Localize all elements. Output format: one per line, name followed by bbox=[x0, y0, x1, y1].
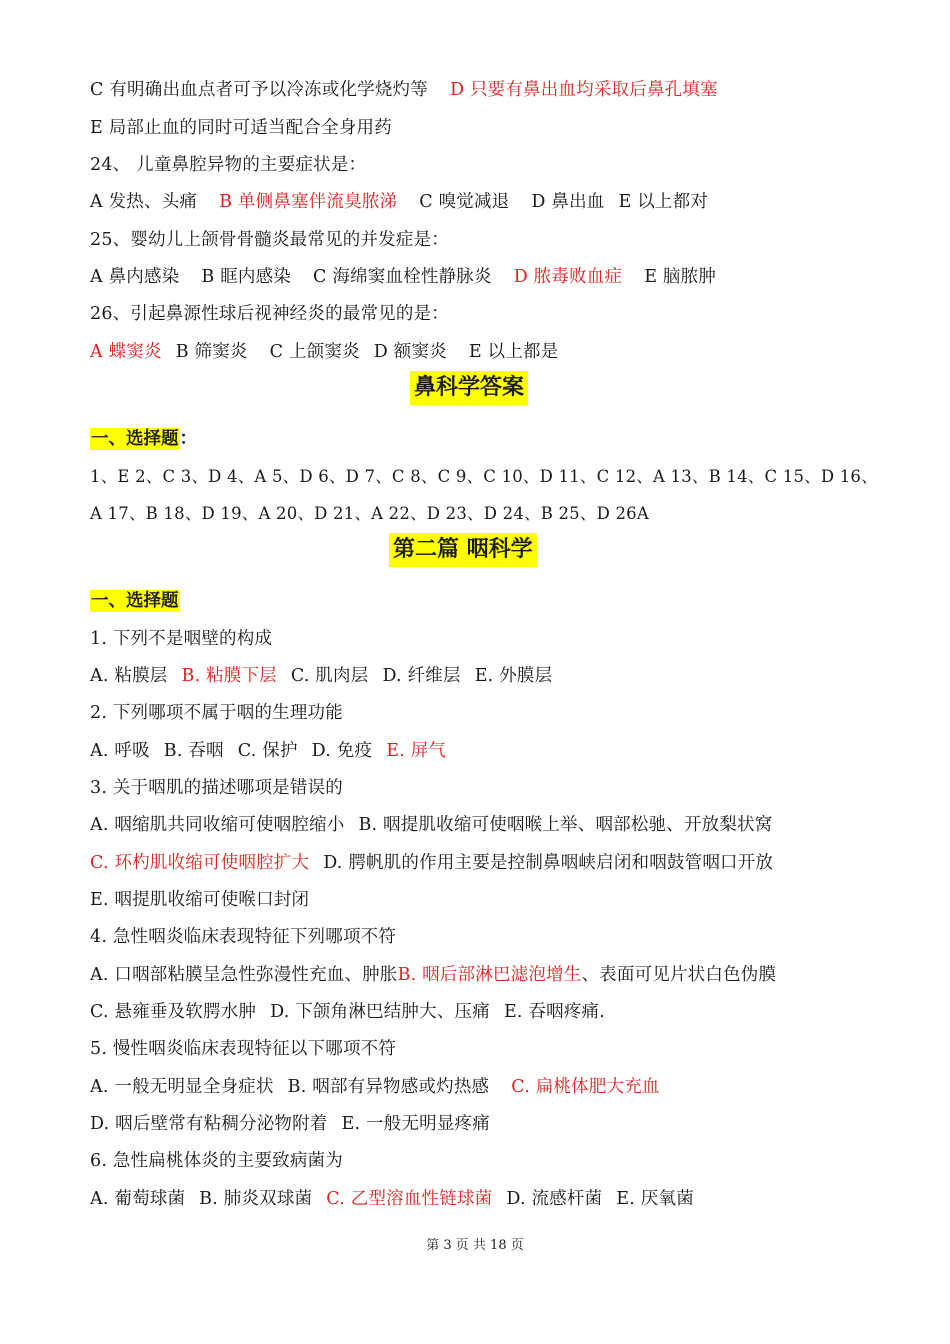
answer-option: C. 乙型溶血性链球菌 bbox=[326, 1189, 493, 1209]
question-6: 6. 急性扁桃体炎的主要致病菌为 bbox=[90, 1151, 343, 1171]
options-3 bbox=[90, 849, 773, 874]
question-1: 1. 下列不是咽壁的构成 bbox=[90, 629, 273, 649]
option-e: E 以上都对 bbox=[618, 192, 709, 212]
option-a: A. 咽缩肌共同收缩可使咽腔缩小 bbox=[90, 815, 345, 835]
option-a: A. 粘膜层 bbox=[90, 666, 168, 686]
option-a: A. 葡萄球菌 bbox=[90, 1189, 186, 1209]
option-d: D. 纤维层 bbox=[382, 666, 461, 686]
answer-option: B. 咽后部淋巴滤泡增生 bbox=[397, 965, 582, 985]
answer-option: A 蝶窦炎 bbox=[90, 342, 162, 362]
option-e: E 以上都是 bbox=[468, 342, 559, 362]
option-a: A. 一般无明显全身症状 bbox=[90, 1077, 274, 1097]
option-c: C 上颌窦炎 bbox=[269, 342, 360, 362]
answer-option: C. 环杓肌收缩可使咽腔扩大 bbox=[90, 853, 310, 873]
option-c: C 有明确出血点者可予以冷冻或化学烧灼等 bbox=[90, 80, 428, 100]
option-e: E. 吞咽疼痛. bbox=[503, 1002, 606, 1022]
option-c: C. 悬雍垂及软腭水肿 bbox=[90, 1002, 257, 1022]
options-1 bbox=[90, 662, 552, 687]
question-26: 26、引起鼻源性球后视神经炎的最常见的是： bbox=[90, 304, 449, 324]
options-2 bbox=[90, 737, 446, 762]
question-25: 25、婴幼儿上颌骨骨髓炎最常见的并发症是： bbox=[90, 230, 449, 250]
option-c: C 嗅觉减退 bbox=[419, 192, 510, 212]
question-24: 24、 儿童鼻腔异物的主要症状是： bbox=[90, 155, 367, 175]
question-5: 5. 慢性咽炎临床表现特征以下哪项不符 bbox=[90, 1039, 397, 1059]
question-3: 3. 关于咽肌的描述哪项是错误的 bbox=[90, 778, 343, 798]
option-d: D. 免疫 bbox=[311, 741, 373, 761]
option-e: E. 外膜层 bbox=[474, 666, 553, 686]
option-d: D 鼻出血 bbox=[531, 192, 605, 212]
answer-option: D 只要有鼻出血均采取后鼻孔填塞 bbox=[449, 80, 718, 100]
answer-key-line: 1、E 2、C 3、D 4、A 5、D 6、D 7、C 8、C 9、C 10、D 11、C 12、A 13、B 14、C 15、D 16、 bbox=[90, 467, 878, 486]
options-4 bbox=[90, 998, 605, 1023]
options-24 bbox=[90, 188, 708, 213]
option-b: B. 吞咽 bbox=[163, 741, 224, 761]
option-a: A. 口咽部粘膜呈急性弥漫性充血、肿胀 bbox=[90, 965, 398, 985]
part-title: 第二篇 咽科学 bbox=[389, 533, 537, 567]
option-d: D. 流感杆菌 bbox=[506, 1189, 603, 1209]
options-5 bbox=[90, 1110, 490, 1135]
subtitle-text: 一、选择题 bbox=[91, 429, 179, 449]
option-e: E. 一般无明显疼痛 bbox=[341, 1114, 490, 1134]
option-b: B. 咽部有异物感或灼热感 bbox=[287, 1077, 490, 1097]
option-c: C 海绵窦血栓性静脉炎 bbox=[313, 267, 492, 287]
options-25 bbox=[90, 263, 716, 288]
option-e: E. 厌氧菌 bbox=[616, 1189, 694, 1209]
option-b: B. 肺炎双球菌 bbox=[199, 1189, 313, 1209]
subtitle-colon: ： bbox=[179, 429, 197, 449]
options-26 bbox=[90, 338, 558, 363]
option-b: B. 咽提肌收缩可使咽喉上举、咽部松驰、开放梨状窝 bbox=[358, 815, 773, 835]
text-line bbox=[90, 76, 718, 101]
answer-option: E. 屏气 bbox=[386, 741, 447, 761]
option-b: B 眶内感染 bbox=[201, 267, 292, 287]
option-b: B 筛窦炎 bbox=[175, 342, 248, 362]
option-d: D 额窦炎 bbox=[373, 342, 447, 362]
answer-option: B. 粘膜下层 bbox=[181, 666, 277, 686]
option-c: C. 肌肉层 bbox=[290, 666, 369, 686]
option-a: A 鼻内感染 bbox=[90, 267, 180, 287]
text-line: E 局部止血的同时可适当配合全身用药 bbox=[90, 118, 392, 138]
question-4: 4. 急性咽炎临床表现特征下列哪项不符 bbox=[90, 927, 397, 947]
section-subtitle bbox=[90, 587, 180, 612]
option-d: D. 咽后壁常有粘稠分泌物附着 bbox=[90, 1114, 328, 1134]
option-a: A. 呼吸 bbox=[90, 741, 150, 761]
options-3: E. 咽提肌收缩可使喉口封闭 bbox=[90, 890, 310, 910]
answer-option: B 单侧鼻塞伴流臭脓涕 bbox=[219, 192, 398, 212]
option-c: C. 保护 bbox=[237, 741, 298, 761]
options-5 bbox=[90, 1073, 660, 1098]
option-b-rest: 、表面可见片状白色伪膜 bbox=[581, 965, 777, 985]
answer-option: C. 扁桃体肥大充血 bbox=[511, 1077, 660, 1097]
section-title-answers: 鼻科学答案 bbox=[410, 371, 528, 405]
question-2: 2. 下列哪项不属于咽的生理功能 bbox=[90, 703, 343, 723]
subtitle-text: 一、选择题 bbox=[91, 591, 179, 611]
option-a: A 发热、头痛 bbox=[90, 192, 198, 212]
page-footer: 第 3 页 共 18 页 bbox=[426, 1238, 524, 1253]
options-3 bbox=[90, 811, 772, 836]
section-subtitle bbox=[90, 425, 197, 450]
option-d: D. 腭帆肌的作用主要是控制鼻咽峡启闭和咽鼓管咽口开放 bbox=[323, 853, 774, 873]
options-4 bbox=[90, 961, 776, 986]
options-6 bbox=[90, 1185, 694, 1210]
answer-key-line: A 17、B 18、D 19、A 20、D 21、A 22、D 23、D 24、B 25、D 26A bbox=[90, 504, 649, 523]
option-d: D. 下颌角淋巴结肿大、压痛 bbox=[270, 1002, 490, 1022]
option-e: E 脑脓肿 bbox=[644, 267, 717, 287]
answer-option: D 脓毒败血症 bbox=[513, 267, 623, 287]
